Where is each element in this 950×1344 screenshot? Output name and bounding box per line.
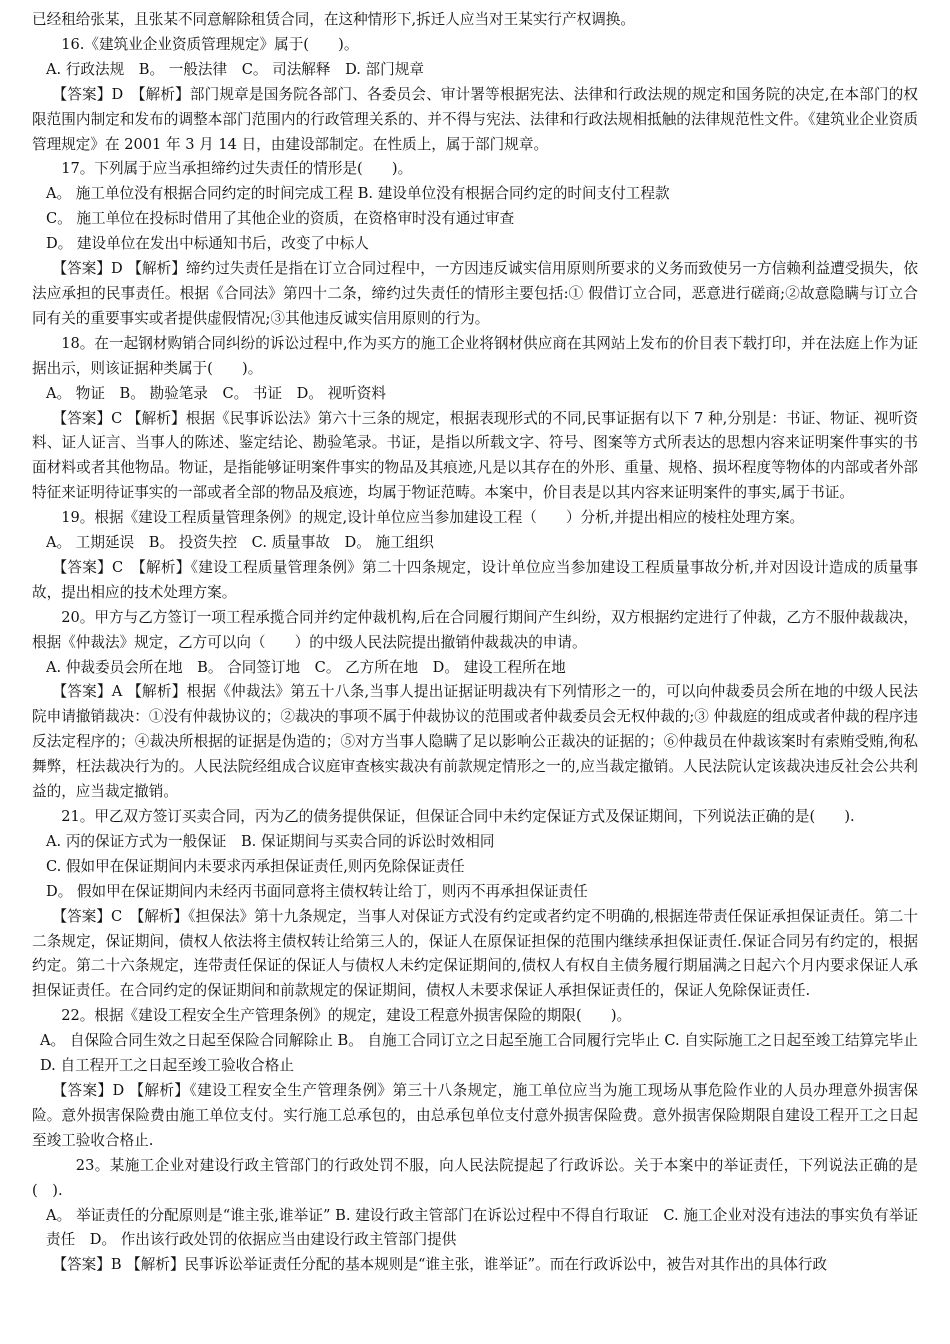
- question-17-option-d: D。 建设单位在发出中标通知书后，改变了中标人: [46, 235, 369, 253]
- question-18-options: A。 物证 B。 勘验笔录 C。 书证 D。 视听资料: [46, 384, 386, 402]
- question-20-options: A. 仲裁委员会所在地 B。 合同签订地 C。 乙方所在地 D。 建设工程所在地: [46, 658, 566, 676]
- question-21: 21。甲乙双方签订买卖合同，丙为乙的债务提供保证，但保证合同中未约定保证方式及保证期间，下列说法正确的是( ).: [61, 808, 855, 825]
- question-17-option-a: A。 施工单位没有根据合同约定的时间完成工程 B. 建设单位没有根据合同约定的时间支付工程款: [46, 185, 670, 203]
- question-23: 23。某施工企业对建设行政主管部门的行政处罚不服，向人民法院提起了行政诉讼。关于本案中的举证责任，下列说法正确的是( ).: [32, 1156, 918, 1199]
- question-21-option-d: D。 假如甲在保证期间内未经丙书面同意将主债权转让给丁，则丙不再承担保证责任: [46, 882, 588, 900]
- question-21-option-c: C. 假如甲在保证期间内未要求丙承担保证责任,则丙免除保证责任: [46, 857, 465, 875]
- question-16-answer: 【答案】D 【解析】部门规章是国务院各部门、各委员会、审计署等根据宪法、法律和行政法规的规定和国务院的决定,在本部门的权限范围内制定和发布的调整本部门范围内的行政管理关系的、并不得与宪法、法律和行政法规相抵触的法律规范性文件。《建筑业企业资质管理规定》在 2001 年 3 月 14 日，由建设部制定。在性质上，属于部门规章。: [32, 85, 918, 153]
- question-17: 17。下列属于应当承担缔约过失责任的情形是( )。: [61, 160, 413, 178]
- question-18-answer: 【答案】C 【解析】根据《民事诉讼法》第六十三条的规定，根据表现形式的不同,民事证据有以下 7 种,分别是：书证、物证、视听资料、证人证言、当事人的陈述、鉴定结论、勘验笔录。书证，是指以所载文字、符号、图案等方式所表达的思想内容来证明案件事实的书面材料或者其他物品。物证，是指能够证明案件事实的物品及其痕迹,凡是以其存在的外形、重量、规格、损坏程度等物体的内部或者外部特征来证明待证事实的一部或者全部的物品及痕迹，均属于物证范畴。本案中，价目表是以其内容来证明案件的事实,属于书证。: [32, 409, 918, 502]
- question-16: 16.《建筑业企业资质管理规定》属于( )。: [61, 35, 359, 53]
- question-19: 19。根据《建设工程质量管理条例》的规定,设计单位应当参加建设工程（ ）分析,并提出相应的棱柱处理方案。: [61, 509, 805, 527]
- question-18: 18。在一起钢材购销合同纠纷的诉讼过程中,作为买方的施工企业将钢材供应商在其网站上发布的价目表下载打印，并在法庭上作为证据出示，则该证据种类属于( )。: [32, 334, 918, 377]
- question-22: 22。根据《建设工程安全生产管理条例》的规定，建设工程意外损害保险的期限( )。: [61, 1007, 632, 1025]
- question-21-option-a: A. 丙的保证方式为一般保证 B. 保证期间与买卖合同的诉讼时效相同: [46, 832, 495, 850]
- question-20: 20。甲方与乙方签订一项工程承揽合同并约定仲裁机构,后在合同履行期间产生纠纷，双方根据约定进行了仲裁，乙方不服仲裁裁决，根据《仲裁法》规定，乙方可以向（ ）的中级人民法院提出撤销仲裁裁决的申请。: [32, 608, 918, 651]
- question-20-answer: 【答案】A 【解析】根据《仲裁法》第五十八条,当事人提出证据证明裁决有下列情形之一的，可以向仲裁委员会所在地的中级人民法院申请撤销裁决：①没有仲裁协议的；②裁决的事项不属于仲裁协议的范围或者仲裁委员会无权仲裁的;③ 仲裁庭的组成或者仲裁的程序违反法定程序的；④裁决所根据的证据是伪造的；⑤对方当事人隐瞒了足以影响公正裁决的证据的；⑥仲裁员在仲裁该案时有索贿受贿,徇私舞弊，枉法裁决行为的。人民法院经组成合议庭审查核实裁决有前款规定情形之一的,应当裁定撤销。人民法院认定该裁决违反社会公共利益的，应当裁定撤销。: [32, 683, 918, 801]
- question-19-answer: 【答案】C 【解析】《建设工程质量管理条例》第二十四条规定，设计单位应当参加建设工程质量事故分析,并对因设计造成的质量事故，提出相应的技术处理方案。: [32, 558, 918, 601]
- question-23-options: A。 举证责任的分配原则是“谁主张,谁举证” B. 建设行政主管部门在诉讼过程中不得自行取证 C. 施工企业对没有违法的事实负有举证责任 D。 作出该行政处罚的依据应当由建设行政主管部门提供: [46, 1206, 918, 1249]
- question-16-options: A. 行政法规 B。 一般法律 C。 司法解释 D. 部门规章: [46, 60, 424, 78]
- question-17-answer: 【答案】D 【解析】缔约过失责任是指在订立合同过程中，一方因违反诚实信用原则所要求的义务而致使另一方信赖利益遭受损失，依法应承担的民事责任。根据《合同法》第四十二条，缔约过失责任的情形主要包括:① 假借订立合同，恶意进行磋商;②故意隐瞒与订立合同有关的重要事实或者提供虚假情况;③其他违反诚实信用原则的行为。: [32, 260, 918, 327]
- question-22-answer: 【答案】D 【解析】《建设工程安全生产管理条例》第三十八条规定，施工单位应当为施工现场从事危险作业的人员办理意外损害保险。意外损害保险费由施工单位支付。实行施工总承包的，由总承包单位支付意外损害保险费。意外损害保险期限自建设工程开工之日起至竣工验收合格止.: [32, 1081, 918, 1149]
- question-17-option-c: C。 施工单位在投标时借用了其他企业的资质，在资格审时没有通过审查: [46, 210, 515, 228]
- question-21-answer: 【答案】C 【解析】《担保法》第十九条规定，当事人对保证方式没有约定或者约定不明确的,根据连带责任保证承担保证责任。第二十二条规定，保证期间，债权人依法将主债权转让给第三人的，保证人在原保证担保的范围内继续承担保证责任.保证合同另有约定的，根据约定。第二十六条规定，连带责任保证的保证人与债权人未约定保证期间的,债权人有权自主债务履行期届满之日起六个月内要求保证人承担保证责任。在合同约定的保证期间和前款规定的保证期间，债权人未要求保证人承担保证责任的，保证人免除保证责任.: [32, 907, 918, 1000]
- question-22-options: A。 自保险合同生效之日起至保险合同解除止 B。 自施工合同订立之日起至施工合同履行完毕止 C. 自实际施工之日起至竣工结算完毕止 D. 自工程开工之日起至竣工验收合格止: [40, 1032, 918, 1075]
- question-23-answer: 【答案】B 【解析】民事诉讼举证责任分配的基本规则是“谁主张，谁举证”。而在行政诉讼中，被告对其作出的具体行政: [52, 1256, 828, 1274]
- previous-answer-tail: 已经租给张某，且张某不同意解除租赁合同，在这种情形下,拆迁人应当对王某实行产权调换。: [32, 11, 635, 28]
- question-19-options: A。 工期延误 B。 投资失控 C. 质量事故 D。 施工组织: [46, 534, 434, 552]
